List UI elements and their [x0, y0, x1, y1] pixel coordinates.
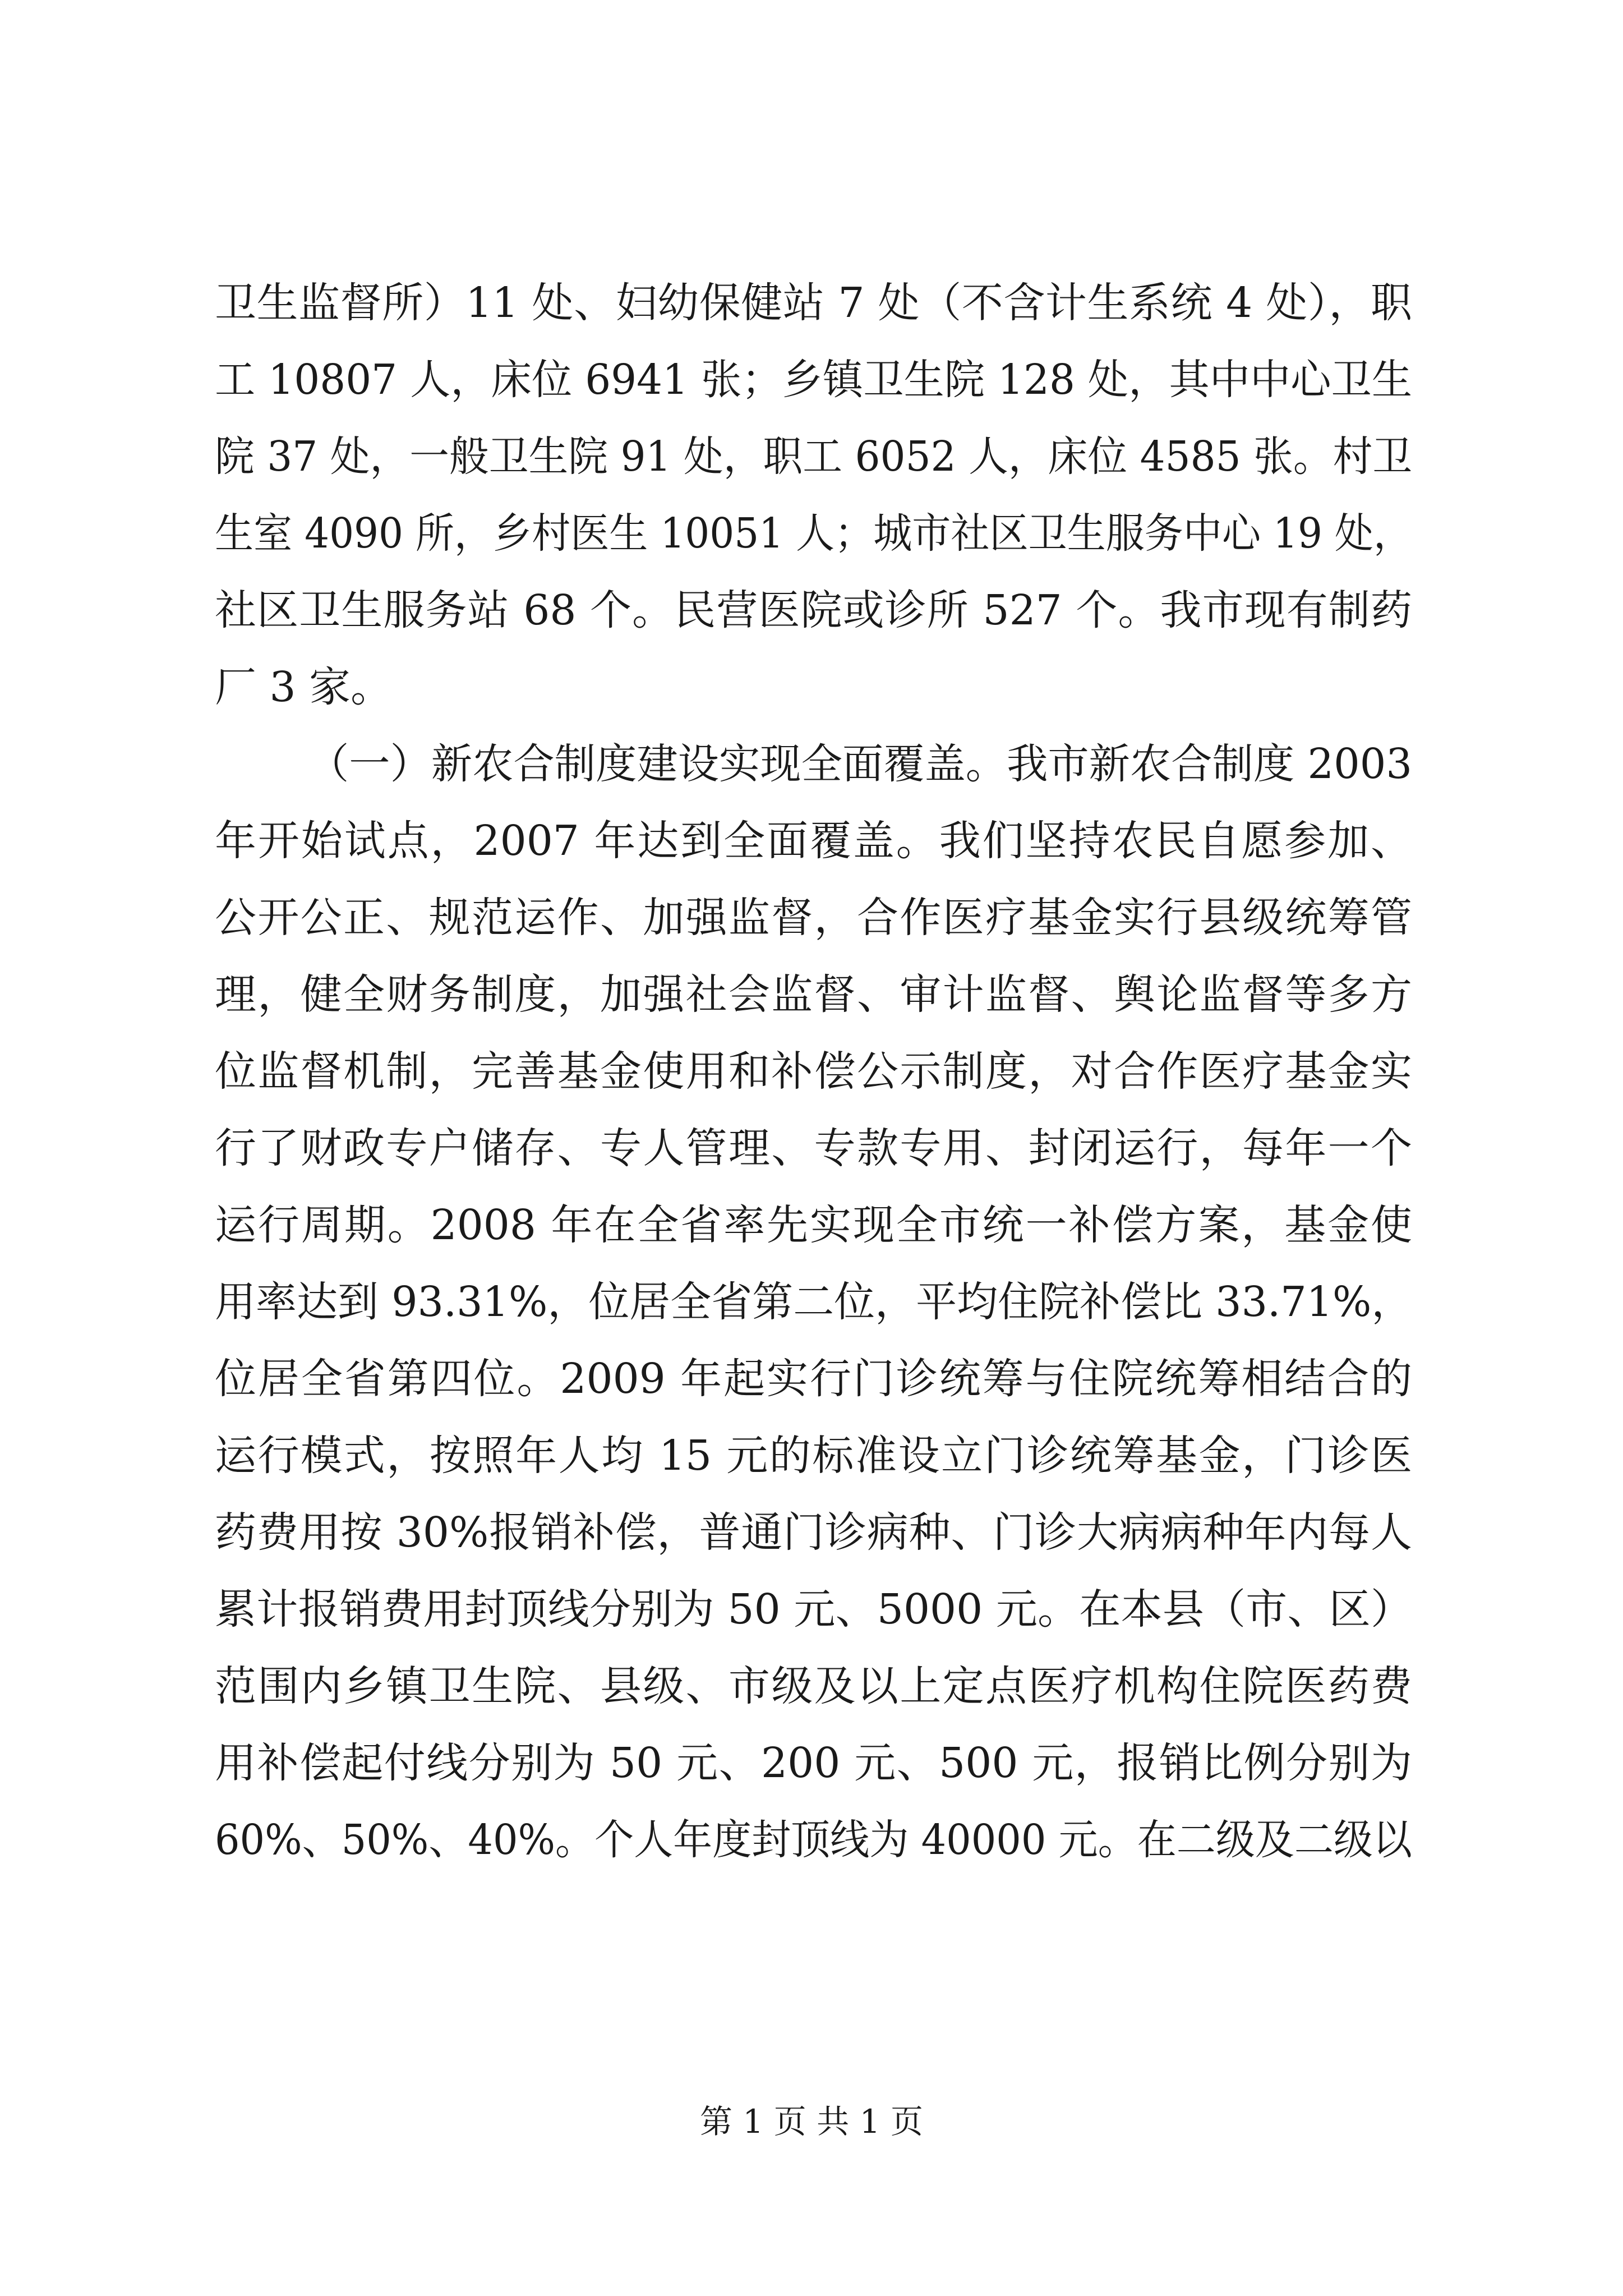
page-footer — [0, 2099, 1623, 2144]
text-line: 运行周期。2008 年在全省率先实现全市统一补偿方案，基金使 — [215, 1201, 1412, 1249]
text-line: 60%、50%、40%。个人年度封顶线为 40000 元。在二级及二级以 — [215, 1816, 1412, 1864]
text-line: 年开始试点，2007 年达到全面覆盖。我们坚持农民自愿参加、 — [215, 817, 1412, 865]
text-line: 药费用按 30%报销补偿，普通门诊病种、门诊大病病种年内每人 — [215, 1508, 1412, 1557]
text-line: 位监督机制，完善基金使用和补偿公示制度，对合作医疗基金实 — [215, 1047, 1412, 1096]
text-line: 运行模式，按照年人均 15 元的标准设立门诊统筹基金，门诊医 — [215, 1432, 1412, 1480]
page-number-label: 第 1 页 共 1 页 — [700, 2102, 923, 2141]
text-line: 理，健全财务制度，加强社会监督、审计监督、舆论监督等多方 — [215, 970, 1412, 1019]
text-line: 厂 3 家。 — [215, 663, 393, 711]
text-line: 工 10807 人，床位 6941 张；乡镇卫生院 128 处，其中中心卫生 — [215, 356, 1412, 404]
text-line: 范围内乡镇卫生院、县级、市级及以上定点医疗机构住院医药费 — [215, 1662, 1412, 1710]
text-line: 行了财政专户储存、专人管理、专款专用、封闭运行，每年一个 — [215, 1124, 1412, 1172]
text-line: 生室 4090 所，乡村医生 10051 人；城市社区卫生服务中心 19 处， — [215, 509, 1412, 558]
text-line: 院 37 处，一般卫生院 91 处，职工 6052 人，床位 4585 张。村卫 — [215, 432, 1412, 481]
text-line: 位居全省第四位。2009 年起实行门诊统筹与住院统筹相结合的 — [215, 1355, 1412, 1403]
text-line: 用率达到 93.31%，位居全省第二位，平均住院补偿比 33.71%， — [215, 1278, 1412, 1326]
text-line: 社区卫生服务站 68 个。民营医院或诊所 527 个。我市现有制药 — [215, 586, 1412, 634]
text-line: 累计报销费用封顶线分别为 50 元、5000 元。在本县（市、区） — [215, 1585, 1412, 1634]
text-line: （一）新农合制度建设实现全面覆盖。我市新农合制度 2003 — [308, 740, 1412, 788]
text-line: 用补偿起付线分别为 50 元、200 元、500 元，报销比例分别为 — [215, 1739, 1412, 1787]
text-line: 公开公正、规范运作、加强监督，合作医疗基金实行县级统筹管 — [215, 894, 1412, 942]
text-line: 卫生监督所）11 处、妇幼保健站 7 处（不含计生系统 4 处），职 — [215, 279, 1412, 327]
